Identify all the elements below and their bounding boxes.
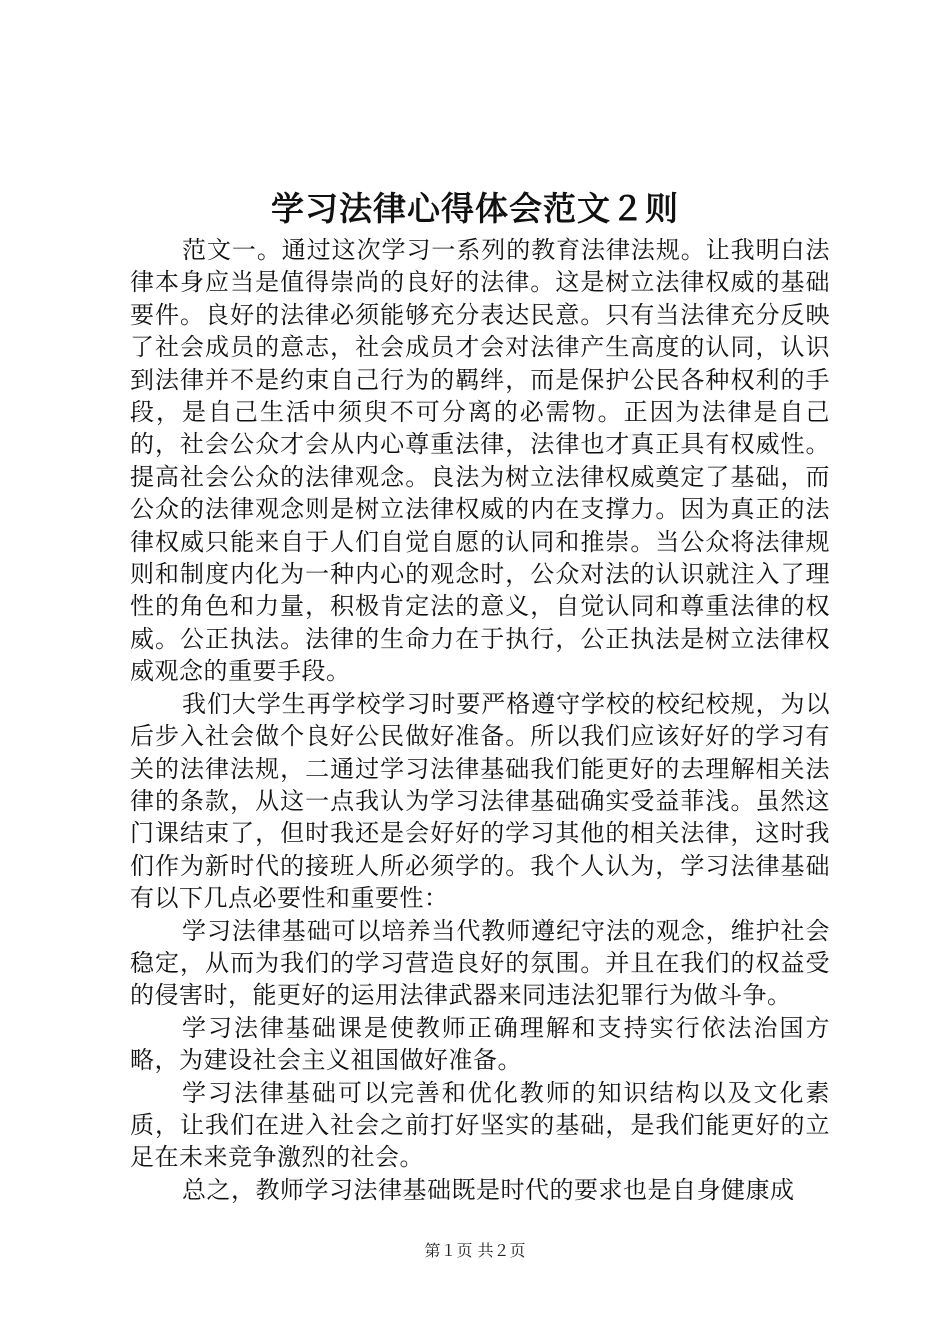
paragraph-2: 我们大学生再学校学习时要严格遵守学校的校纪校规，为以后步入社会做个良好公民做好准备。所以我们应该好好的学习有关的法律法规，二通过学习法律基础我们能更好的去理解相关法律的条款，从这一点我认为学习法律基础确实受益菲浅。虽然这门课结束了，但时我还是会好好的学习其他的相关法律，这时我们作为新时代的接班人所必须学的。我个人认为，学习法律基础有以下几点必要性和重要性：	[130, 689, 830, 913]
paragraph-3: 学习法律基础可以培养当代教师遵纪守法的观念，维护社会稳定，从而为我们的学习营造良好的氛围。并且在我们的权益受的侵害时，能更好的运用法律武器来同违法犯罪行为做斗争。	[130, 916, 830, 1010]
document-body	[130, 234, 830, 1206]
paragraph-5: 学习法律基础可以完善和优化教师的知识结构以及文化素质，让我们在进入社会之前打好坚实的基础，是我们能更好的立足在未来竞争激烈的社会。	[130, 1078, 830, 1172]
document-title: 学习法律心得体会范文２则	[271, 189, 679, 228]
paragraph-1: 范文一。通过这次学习一系列的教育法律法规。让我明白法律本身应当是值得崇尚的良好的法律。这是树立法律权威的基础要件。良好的法律必须能够充分表达民意。只有当法律充分反映了社会成员的意志，社会成员才会对法律产生高度的认同，认识到法律并不是约束自己行为的羁绊，而是保护公民各种权利的手段，是自己生活中须臾不可分离的必需物。正因为法律是自己的，社会公众才会从内心尊重法律，法律也才真正具有权威性。提高社会公众的法律观念。良法为树立法律权威奠定了基础，而公众的法律观念则是树立法律权威的内在支撑力。因为真正的法律权威只能来自于人们自觉自愿的认同和推崇。当公众将法律规则和制度内化为一种内心的观念时，公众对法的认识就注入了理性的角色和力量，积极肯定法的意义，自觉认同和尊重法律的权威。公正执法。法律的生命力在于执行，公正执法是树立法律权威观念的重要手段。	[130, 236, 830, 686]
paragraph-6: 总之，教师学习法律基础既是时代的要求也是自身健康成	[182, 1175, 795, 1204]
page-footer: 第１页 共２页	[424, 1241, 526, 1260]
paragraph-4: 学习法律基础课是使教师正确理解和支持实行依法治国方略，为建设社会主义祖国做好准备。	[130, 1013, 830, 1075]
